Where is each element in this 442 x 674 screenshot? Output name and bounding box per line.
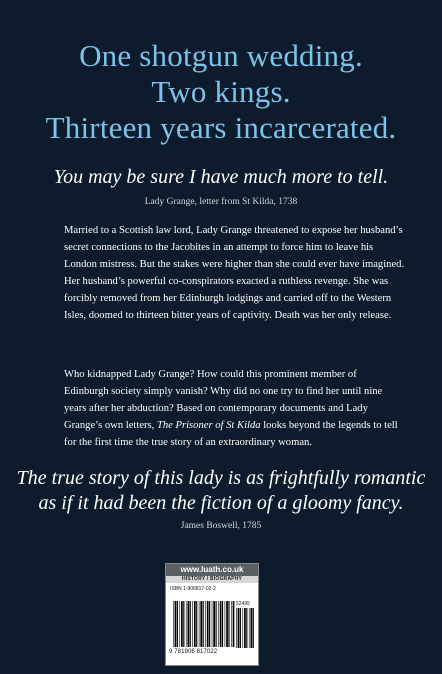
barcode-bar <box>190 601 191 647</box>
category-label: HISTORY / BIOGRAPHY <box>166 576 258 583</box>
barcode-bar <box>233 601 235 647</box>
barcode-bar <box>183 601 184 647</box>
barcode-bar <box>196 601 197 647</box>
headline-line-1: One shotgun wedding. <box>79 38 363 73</box>
barcode-bar <box>200 601 202 647</box>
barcode <box>169 601 255 659</box>
paragraph-line: years after her abduction? Based on contemporary documents and Lady <box>64 403 368 414</box>
barcode-bar <box>205 601 206 647</box>
paragraph-line: London mistress. But the stakes were higher than she could ever have imagined. <box>64 259 405 270</box>
paragraph-line: secret connections to the Jacobites in an attempt to force him to leave his <box>64 242 374 253</box>
barcode-bar <box>242 608 243 648</box>
barcode-bar <box>194 601 196 647</box>
barcode-bar <box>218 601 219 647</box>
top-quote-attribution: Lady Grange, letter from St Kilda, 1738 <box>144 197 298 207</box>
barcode-bar <box>207 601 209 647</box>
barcode-bar <box>236 608 237 648</box>
blurb-paragraph-1 <box>64 222 405 324</box>
barcode-bar <box>253 608 254 648</box>
barcode-bar <box>212 601 213 647</box>
text-segment: Grange’s own letters, <box>64 420 157 431</box>
bottom-quote <box>0 466 442 516</box>
barcode-bar <box>222 601 223 647</box>
barcode-bar <box>225 601 226 647</box>
bottom-quote-line: as if it had been the fiction of a gloomy fancy. <box>38 492 404 514</box>
barcode-bar <box>251 608 253 648</box>
isbn-text: ISBN 1-906817-02-2 <box>170 586 216 592</box>
paragraph-line: Edinburgh society simply vanish? Why did no one try to find her until nine <box>64 386 383 397</box>
bottom-quote-line: The true story of this lady is as frightfully romantic <box>16 467 426 489</box>
top-quote: You may be sure I have much more to tell. <box>53 166 389 188</box>
barcode-bar <box>231 601 232 647</box>
barcode-bar <box>199 601 200 647</box>
barcode-bar <box>238 608 240 648</box>
paragraph-line <box>64 417 398 434</box>
barcode-bar <box>188 601 190 647</box>
barcode-bars <box>169 601 255 649</box>
price-addon: 52495 <box>236 601 250 607</box>
barcode-bar <box>177 601 178 647</box>
paragraph-line: Isles, doomed to thirteen bitter years of captivity. Death was her only release. <box>64 310 392 321</box>
barcode-bar <box>240 608 241 648</box>
barcode-bar <box>203 601 204 647</box>
barcode-bar <box>244 608 246 648</box>
paragraph-line: Who kidnapped Lady Grange? How could this prominent member of <box>64 369 357 380</box>
paragraph-line: Married to a Scottish law lord, Lady Grange threatened to expose her husband’s <box>64 225 403 236</box>
bottom-quote-attribution: James Boswell, 1785 <box>180 521 262 531</box>
barcode-bar <box>213 601 215 647</box>
ean-digits: 9 781906 817022 <box>169 649 218 655</box>
publisher-url: www.luath.co.uk <box>166 564 258 576</box>
headline <box>0 38 442 146</box>
book-title: The Prisoner of St Kilda <box>156 420 261 431</box>
text-segment: looks beyond the legends to tell <box>260 420 398 431</box>
barcode-bar <box>186 601 187 647</box>
barcode-bar <box>209 601 210 647</box>
barcode-bar <box>226 601 228 647</box>
barcode-bar <box>192 601 193 647</box>
barcode-bar <box>175 601 177 647</box>
barcode-panel <box>165 563 259 666</box>
headline-line-3: Thirteen years incarcerated. <box>45 110 397 145</box>
barcode-bar <box>220 601 222 647</box>
barcode-bar <box>246 608 247 648</box>
paragraph-line: forcibly removed from her Edinburgh lodgings and carried off to the Western <box>64 293 392 304</box>
barcode-bar <box>179 601 180 647</box>
barcode-bar <box>173 601 174 647</box>
blurb-paragraph-2 <box>64 366 398 451</box>
barcode-bar <box>216 601 217 647</box>
paragraph-line: Her husband’s powerful co-conspirators exacted a ruthless revenge. She was <box>64 276 389 287</box>
barcode-bar <box>181 601 183 647</box>
headline-line-2: Two kings. <box>151 74 291 109</box>
barcode-bar <box>228 601 229 647</box>
paragraph-line: for the first time the true story of an extraordinary woman. <box>64 437 312 448</box>
barcode-bar <box>249 608 250 648</box>
